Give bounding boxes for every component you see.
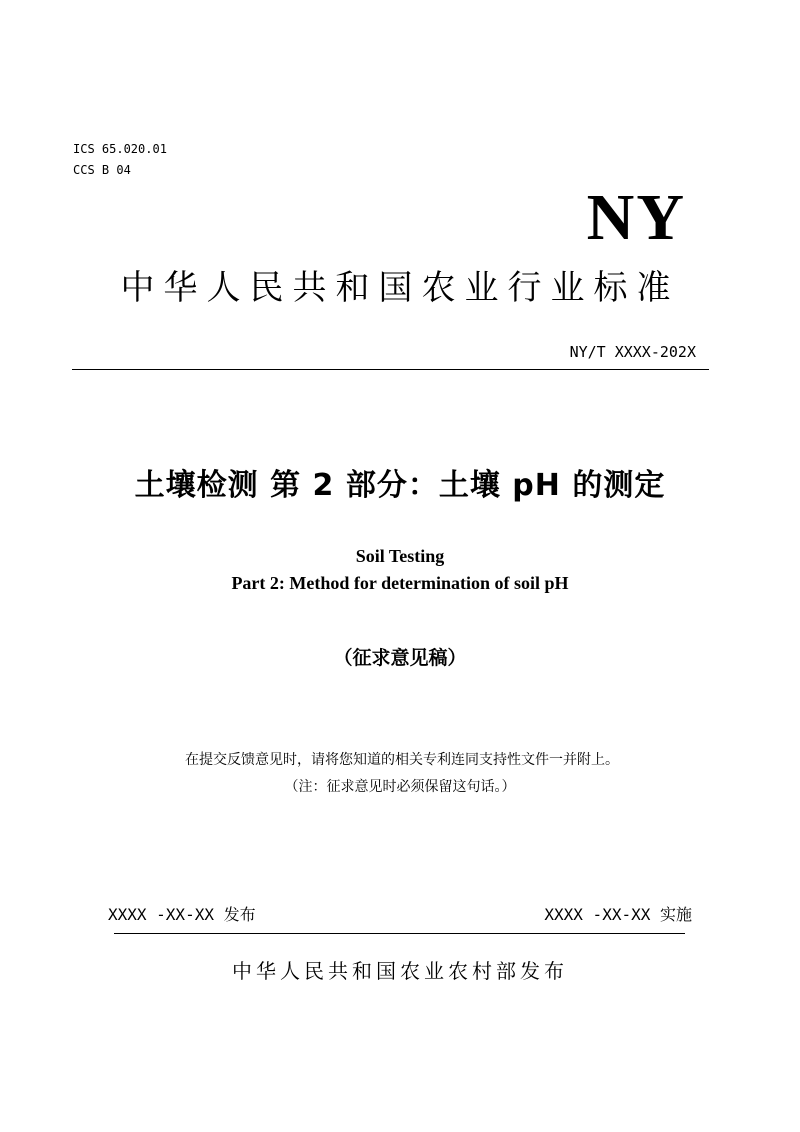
draft-status: （征求意见稿） xyxy=(333,647,467,669)
implement-date: XXXX -XX-XX 实施 xyxy=(544,905,692,924)
footer-divider xyxy=(114,933,685,934)
ics-code: ICS 65.020.01 xyxy=(73,142,167,156)
patent-notice-remark: （注：征求意见时必须保留这句话。） xyxy=(284,779,516,795)
publish-date: XXXX -XX-XX 发布 xyxy=(108,905,256,924)
standard-logo: NY xyxy=(586,181,686,254)
document-title-cn: 土壤检测 第 2 部分：土壤 pH 的测定 xyxy=(134,468,666,503)
ccs-code: CCS B 04 xyxy=(73,163,131,177)
standard-number: NY/T XXXX-202X xyxy=(569,343,696,361)
header-divider xyxy=(72,369,709,370)
document-title-en-line1: Soil Testing xyxy=(355,546,445,566)
standard-category-title: 中华人民共和国农业行业标准 xyxy=(120,268,680,308)
patent-notice: 在提交反馈意见时，请将您知道的相关专利连同支持性文件一并附上。 xyxy=(185,752,619,768)
issuing-authority: 中华人民共和国农业农村部发布 xyxy=(232,959,568,983)
document-title-en-line2: Part 2: Method for determination of soil pH xyxy=(231,573,569,593)
